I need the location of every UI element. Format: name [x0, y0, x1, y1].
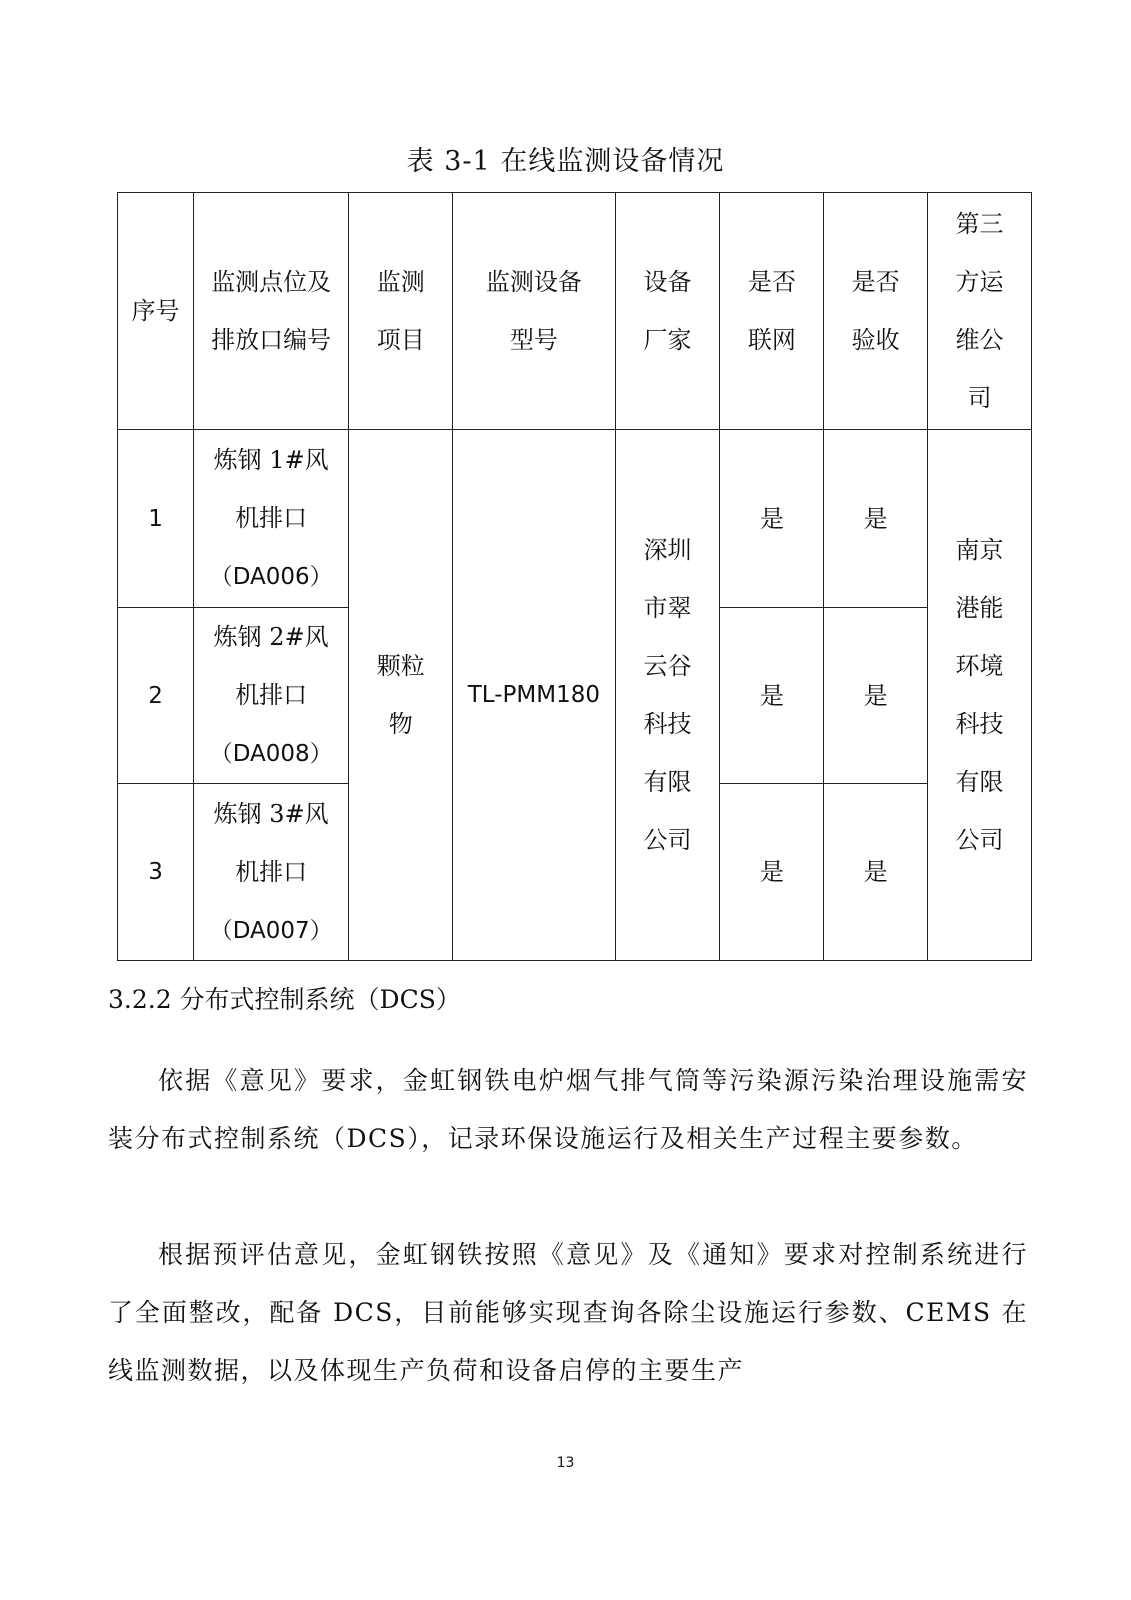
- row-2-point: 炼钢 2#风机排口 （DA008）: [194, 608, 349, 784]
- shared-operator: 南京港能环境科技有限公司: [928, 430, 1032, 961]
- table-row: [118, 430, 1032, 608]
- header-operator: 第三方运维公司: [928, 193, 1032, 430]
- header-accepted: 是否验收: [824, 193, 928, 430]
- row-1-networked: 是: [720, 430, 824, 608]
- section-heading: 3.2.2 分布式控制系统（DCS）: [108, 985, 461, 1014]
- header-point: 监测点位及排放口编号: [194, 193, 349, 430]
- row-2-seq: 2: [118, 608, 194, 784]
- header-seq: 序号: [118, 193, 194, 430]
- row-3-seq: 3: [118, 784, 194, 961]
- table-header-row: [118, 193, 1032, 430]
- header-vendor: 设备厂家: [615, 193, 720, 430]
- body-paragraph: 根据预评估意见，金虹钢铁按照《意见》及《通知》要求对控制系统进行了全面整改，配备 DCS，目前能够实现查询各除尘设施运行参数、CEMS 在线监测数据，以及体现生产负荷和设备启停的主要生产: [108, 1240, 1028, 1385]
- row-3-point: 炼钢 3#风机排口 （DA007）: [194, 784, 349, 961]
- body-paragraph: 依据《意见》要求，金虹钢铁电炉烟气排气筒等污染源污染治理设施需安装分布式控制系统（DCS），记录环保设施运行及相关生产过程主要参数。: [108, 1066, 1028, 1153]
- page-number: 13: [556, 1455, 575, 1471]
- monitoring-equipment-table: [117, 192, 1032, 961]
- row-2-accepted: 是: [824, 608, 928, 784]
- row-1-seq: 1: [118, 430, 194, 608]
- header-networked: 是否联网: [720, 193, 824, 430]
- table-caption: 表 3-1 在线监测设备情况: [406, 146, 725, 177]
- shared-vendor: 深圳市翠云谷科技有限公司: [615, 430, 720, 961]
- header-model: 监测设备型号: [453, 193, 615, 430]
- shared-model: TL-PMM180: [453, 430, 615, 961]
- row-1-point: 炼钢 1#风机排口 （DA006）: [194, 430, 349, 608]
- row-2-networked: 是: [720, 608, 824, 784]
- row-3-accepted: 是: [824, 784, 928, 961]
- row-3-networked: 是: [720, 784, 824, 961]
- row-1-accepted: 是: [824, 430, 928, 608]
- shared-item: 颗粒物: [349, 430, 453, 961]
- header-item: 监测项目: [349, 193, 453, 430]
